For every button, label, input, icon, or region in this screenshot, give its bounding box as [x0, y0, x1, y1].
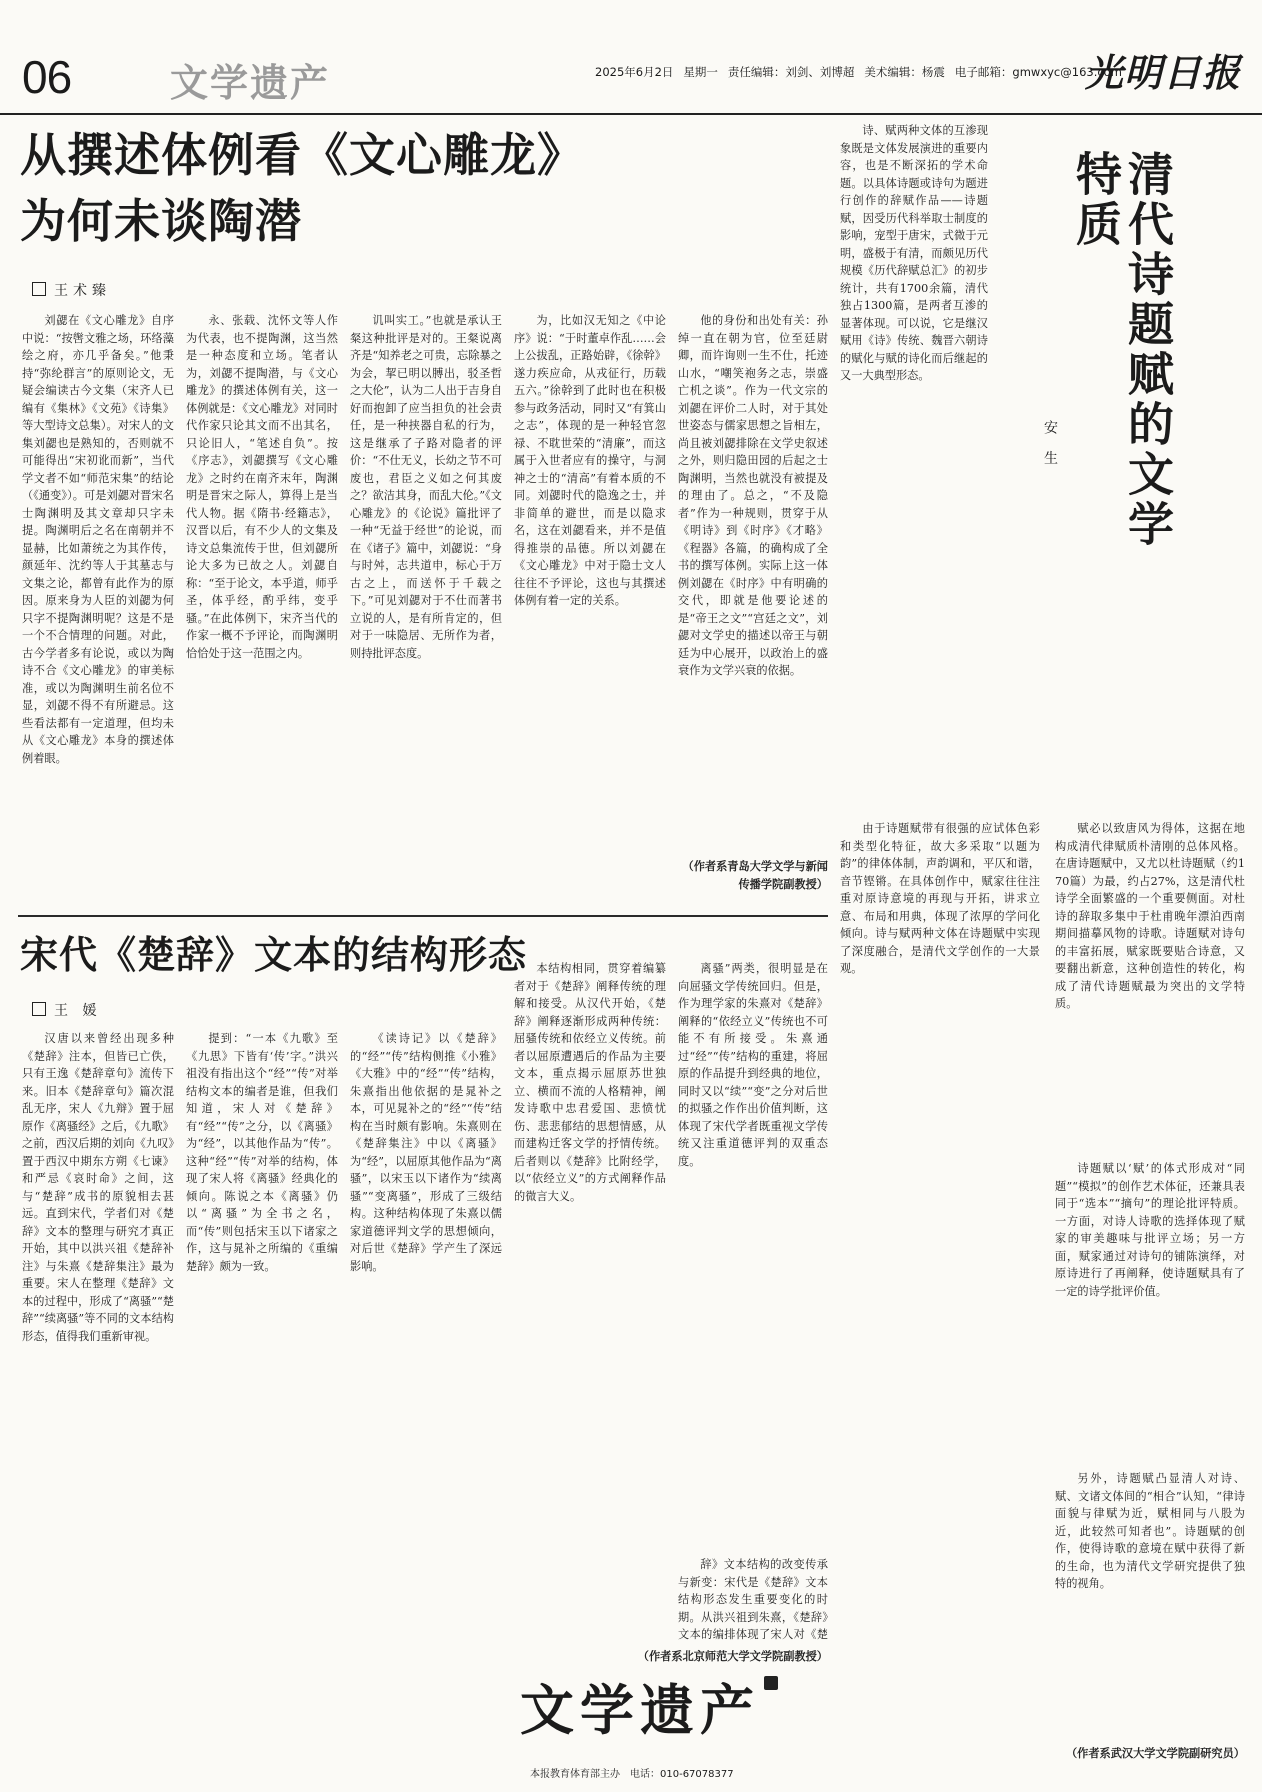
- author-marker-icon: [32, 1002, 46, 1016]
- article1-column: 永、张载、沈怀文等人作为代表，也不提陶渊，这当然是一种态度和立场。笔者认为，刘勰不提陶潜，与《文心雕龙》的撰述体例有关，这一体例就是：《文心雕龙》对同时代作家只论其文而不出其名，只论旧人，“笔述自负”。按《序志》，刘勰撰写《文心雕龙》之时约在南齐末年，陶渊明是晋宋之际人，算得上是当代人物。据《隋书·经籍志》，汉晋以后，有不少人的文集及诗文总集流传于世，但刘勰所论大多为已故之人。刘勰自称：“至于论文，本乎道，师乎圣，体乎经，酌乎纬，变乎骚。”在此体例下，宋齐当代的作家一概不予评论，而陶渊明恰恰处于这一范围之内。: [186, 314, 338, 660]
- article2-column: 汉唐以来曾经出现多种《楚辞》注本，但皆已亡佚，只有王逸《楚辞章句》流传下来。旧本《楚辞章句》篇次混乱无序，宋人《九辩》置于屈原作《离骚经》之后，《九歌》之前，西汉后期的刘向《九叹》置于西汉中期东方朔《七谏》和严忌《哀时命》之间，这与“楚辞”成书的原貌相去甚远。直到宋代，学者们对《楚辞》文本的整理与研究才真正开始，其中以洪兴祖《楚辞补注》与朱熹《楚辞集注》最为重要。宋人在整理《楚辞》文本的过程中，形成了“离骚”“楚辞”“续离骚”等不同的文本结构形态，值得我们重新审视。: [22, 1032, 174, 1343]
- editor-email: 电子邮箱：gmwxyc@163.com: [954, 65, 1122, 79]
- article2-author: [32, 1000, 101, 1020]
- article2-column: 《读诗记》以《楚辞》的“经”“传”结构侧推《小雅》《大雅》中的“经”“传”结构，朱熹指出他依据的是晁补之本，可见晁补之的“经”“传”结构在当时颇有影响。朱熹则在《楚辞集注》中以《离骚》为“经”，以屈原其他作品为“离骚”，以宋玉以下诸作为“续离骚”“变离骚”，形成了三级结构。这种结构体现了朱熹以儒家道德评判文学的思想倾向，对后世《楚辞》学产生了深远影响。: [350, 1032, 502, 1273]
- article3-column: 由于诗题赋带有很强的应试体色彩和类型化特征，故大多采取“以题为韵”的律体体制，声韵调和，平仄和谐，音节铿锵。在具体创作中，赋家往往注重对原诗意境的再现与开拓，讲求立意、布局和用典，体现了浓厚的学问化倾向。诗与赋两种文体在诗题赋中实现了深度融合，是清代文学创作的一大景观。: [840, 822, 1040, 975]
- footer-contact: 本报教育体育部主办 电话：010-67078377: [530, 1769, 734, 1780]
- article3-column: 诗、赋两种文体的互渗现象既是文体发展演进的重要内容，也是不断深拓的学术命题。以具体诗题或诗句为题进行创作的辞赋作品——诗题赋，因受历代科举取士制度的影响，宠型于唐宋，式微于元明，盛极于有清，而颇见历代规模《历代辞赋总汇》的初步统计，共有1700余篇，清代独占1300篇，是两者互渗的显著体现。可以说，它是继汉赋用《诗》传统、魏晋六朝诗的赋化与赋的诗化而后继起的又一大典型形态。: [840, 124, 988, 382]
- responsible-editors: 责任编辑：刘剑、刘博超: [727, 65, 855, 79]
- newspaper-masthead: 光明日报: [1085, 50, 1242, 95]
- article2-author-name: 王 媛: [54, 1003, 102, 1019]
- article1-title-line2: 为何未谈陶潜: [20, 194, 302, 248]
- column-logo: [520, 1668, 778, 1745]
- page-number: 06: [22, 51, 72, 103]
- article1-title: [20, 122, 584, 254]
- article1-title-line1: 从撰述体例看《文心雕龙》: [20, 128, 584, 182]
- header-info: [595, 64, 1122, 80]
- article2-column: 提到：“一本《九歌》至《九思》下皆有‘传’字。”洪兴祖没有指出这个“经”“传”对举结构文本的编者是谁，但我们知道，宋人对《楚辞》有“经”“传”之分，以《离骚》为“经”，以其他作品为“传”。这种“经”“传”对举的结构，体现了宋人将《离骚》经典化的倾向。陈说之本《离骚》仍以“离骚”为全书之名，而“传”则包括宋玉以下诸家之作，这与晁补之所编的《重编楚辞》颇为一致。: [186, 1032, 338, 1273]
- article1-author-name: 王术臻: [54, 283, 111, 299]
- article1-affiliation: （作者系青岛大学文学与新闻传播学院副教授）: [682, 859, 828, 891]
- section-divider: [18, 915, 828, 917]
- article2-column: 辞》文本结构的改变传承与新变：宋代是《楚辞》文本结构形态发生重要变化的时期。从洪兴祖到朱熹，《楚辞》文本的编排体现了宋人对《楚: [678, 1558, 828, 1641]
- art-editor: 美术编辑：杨震: [864, 65, 945, 79]
- article3-column: 另外，诗题赋凸显清人对诗、赋、文诸文体间的“相合”认知，“律诗面貌与律赋为近，赋相同与八股为近，此较然可知者也”。诗题赋的创作，使得诗歌的意境在赋中获得了新的生命，也为清代文学研究提供了独特的视角。: [1055, 1472, 1245, 1590]
- seal-icon: [764, 1676, 778, 1690]
- author-marker-icon: [32, 282, 46, 296]
- article2-title: 宋代《楚辞》文本的结构形态: [20, 933, 528, 977]
- article3-affiliation: （作者系武汉大学文学院副研究员）: [1065, 1746, 1245, 1760]
- article2-column: 离骚”两类，很明显是在向屈骚文学传统回归。但是，作为理学家的朱熹对《楚辞》阐释的“依经立义”传统也不可能不有所接受。朱熹通过“经”“传”结构的重建，将屈原的作品提升到经典的地位，同时又以“续”“变”之分对后世的拟骚之作作出价值判断，这体现了宋代学者既重视文学传统又注重道德评判的双重态度。: [678, 962, 828, 1168]
- article3-column: 诗题赋以‘赋’的体式形成对“同题”“模拟”的创作艺术体征，还兼具表同于“选本”“摘句”的理论批评特质。一方面，对诗人诗歌的选择体现了赋家的审美趣味与批评立场；另一方面，赋家通过对诗句的铺陈演绎，对原诗进行了再阐释，使诗题赋具有了一定的诗学批评价值。: [1055, 1162, 1245, 1298]
- article3-title: 清代诗题赋的文学特质: [1069, 150, 1175, 550]
- article2-column: 本结构相同，贯穿着编纂者对于《楚辞》阐释传统的理解和接受。从汉代开始，《楚辞》阐释逐渐形成两种传统：屈骚传统和依经立义传统。前者以屈原遭遇后的作品为主要文本，重点揭示屈原苏世独立、横而不流的人格精神，阐发诗歌中忠君爱国、悲愤忧伤、悲悲郁结的思想情感，从而建构迁客文学的抒情传统。后者则以《楚辞》比附经学，以“依经立义”的方式阐释作品的微言大义。: [514, 962, 666, 1203]
- article1-author: [32, 280, 111, 300]
- issue-date: 2025年6月2日: [595, 65, 674, 79]
- article1-column: 为，比如汉无知之《中论序》说：“于时董卓作乱……会上公拔乱，正路始辟，《徐幹》遂力疾应命，从戎征行，历载五六。”徐幹到了此时也在积极参与政务活动，同时又“有箕山之志”，体现的是一种轻官忽禄、不耽世荣的“清廉”，而这属于入世者应有的操守，与洞神之士的“清高”有着本质的不同。刘勰时代的隐逸之士，并非简单的避世，而是以隐求名，这在刘勰看来，并不是值得推崇的品德。所以刘勰在《文心雕龙》中对于隐士文人往往不予评论，这也与其撰述体例有着一定的关系。: [514, 314, 666, 607]
- article3-author: 安 生: [1042, 420, 1058, 471]
- article1-column: 讥叫实工。”也就是承认王粲这种批评是对的。王粲说离齐是“知养老之可贵，忘除暴之为会，挈已明以膊出，驳圣哲之大伦”，认为二人出于吉身自好而抱卸了应当担负的社会责任，是一种挟器自私的行为，这是继承了子路对隐者的评价：“不仕无义，长幼之节不可废也，君臣之义如之何其废之？欲洁其身，而乱大伦。”《文心雕龙》的《论说》篇批评了一种“无益于经世”的论说，而在《诸子》篇中，刘勰说：“身与时舛，志共道申，标心于万古之上，而送怀于千载之下。”可见刘勰对于不仕而著书立说的人，是有所肯定的，但对于一味隐居、无所作为者，则持批评态度。: [350, 314, 502, 660]
- issue-weekday: 星期一: [683, 65, 718, 79]
- article1-column: 他的身份和出处有关：孙绰一直在朝为官，位至廷尉卿，而许询则一生不仕，托迹山水，“嘲笑袍务之志，崇盛亡机之谈”。作为一代文宗的刘勰在评价二人时，对于其处世姿态与儒家思想之旨相左，尚且被刘勰排除在文学史叙述之外，则归隐田园的后起之士陶渊明，当然也就没有被提及的理由了。总之，“不及隐者”作为一种规则，贯穿于从《明诗》到《时序》《才略》《程器》各篇，的确构成了全书的撰写体例。实际上这一体例刘勰在《时序》中有明确的交代，即就是他要论述的是“帝王之文”“宫廷之文”，刘勰对文学史的描述以帝王与朝廷为中心展开，以政治上的盛衰作为文学兴衰的依据。: [678, 314, 828, 677]
- article1-column: 刘勰在《文心雕龙》自序中说：“按辔文雅之场，环络藻绘之府，亦几乎备矣。”他秉持“弥纶群言”的原则论文，无疑会编读古今文集（宋齐人已编有《集林》《文苑》《诗集》等大型诗文总集）。对宋人的文集刘勰也是熟知的，否则就不可能得出“宋初讹而新”，当代学文者不如“师范宋集”的结论（《通变》）。可是刘勰对晋宋名士陶渊明及其文章却只字未提。陶渊明后之名在南朝并不显赫，比如萧统之为其作传，颜延年、沈约等人于其墓志与文集之论，都曾有此作为的原因。原来身为人臣的刘勰为何只字不提陶渊明呢？这是不是一个不合情理的问题。对此，古今学者多有论说，或以为陶诗不合《文心雕龙》的审美标准，或以为陶渊明生前名位不显，刘勰不得不有所避忌。这些看法都有一定道理，但均未从《文心雕龙》本身的撰述体例着眼。: [22, 314, 174, 765]
- article2-affiliation: （作者系北京师范大学文学院副教授）: [637, 1649, 828, 1663]
- column-logo-text: 文学遗产: [520, 1678, 760, 1742]
- section-title: 文学遗产: [170, 61, 331, 105]
- article3-column: 赋必以致唐风为得体，这据在地构成清代律赋质朴清刚的总体风格。在唐诗题赋中，又尤以杜诗题赋（约170篇）为最，约占27%，这是清代杜诗学全面繁盛的一个重要侧面。对杜诗的辞取多集中于杜甫晚年漂泊西南期间描摹风物的诗歌。诗题赋对诗句的丰富拓展，赋家既要贴合诗意，又要翻出新意，这种创造性的转化，构成了清代诗题赋最为突出的文学特质。: [1055, 822, 1245, 1010]
- header-rule: [0, 113, 1262, 115]
